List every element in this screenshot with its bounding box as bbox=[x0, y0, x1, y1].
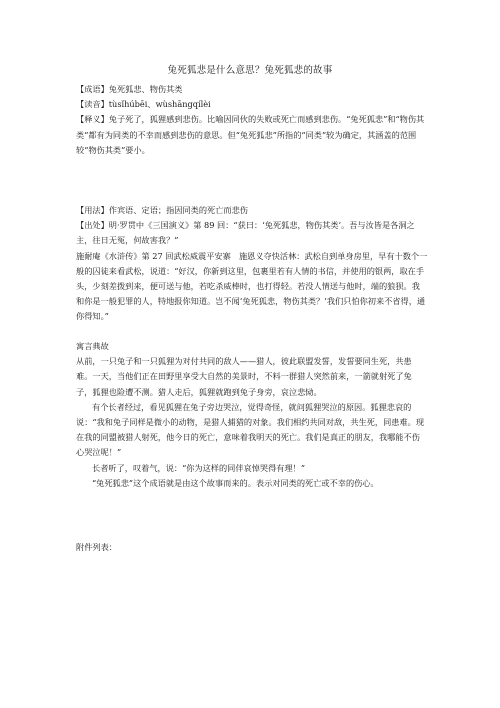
source-entry: 【出处】明·罗贯中《三国演义》第 89 回：“获曰：‘兔死狐悲，物伤其类’。吾与汝皆是各洞之主，往日无冤，何故害我？” bbox=[76, 220, 415, 246]
usage-entry: 【用法】作宾语、定语；指因同类的死亡而悲伤 bbox=[76, 205, 248, 215]
fable-heading: 寓言典故 bbox=[76, 341, 109, 351]
pronunciation-entry: 【读音】tùsǐhúbēi、wùshāngqílèi bbox=[76, 99, 211, 110]
fable-section bbox=[76, 339, 428, 491]
fable-paragraph: 长者听了，叹着气，说：“你为这样的同伴哀悼哭得有理！” bbox=[92, 462, 306, 473]
attachment-section bbox=[76, 540, 428, 555]
page-title: 兔死狐悲是什么意思？兔死狐悲的故事 bbox=[167, 65, 333, 76]
fable-paragraph: “兔死狐悲”这个成语就是由这个故事而来的。表示对同类的死亡或不幸的伤心。 bbox=[92, 477, 379, 488]
fable-paragraph: 有个长者经过，看见狐狸在兔子旁边哭泣，觉得奇怪，就问狐狸哭泣的原因。狐狸悲哀的说：“我和兔子同样是微小的动物，是猎人捕猎的对象。我们相约共同对敌，共生死，同患难。现在我的同盟被猎人射死，他今日的死亡，意味着我明天的死亡。我们是真正的朋友，我哪能不伤心哭泣呢！” bbox=[76, 401, 425, 458]
definition-section bbox=[76, 82, 428, 158]
usage-section bbox=[76, 203, 428, 325]
fable-paragraph: 从前，一只兔子和一只狐狸为对付共同的敌人——猎人，彼此联盟发誓，发誓要同生死，共患难。一天，当他们正在田野里享受大自然的美景时，不料一群猎人突然前来，一箭就射死了兔子，狐狸也险遭不测。猎人走后，狐狸就跑到兔子身旁，哀泣悲恸。 bbox=[76, 356, 412, 397]
idiom-entry: 【成语】兔死狐悲、物伤其类 bbox=[76, 84, 183, 94]
meaning-entry: 【释义】兔子死了，狐狸感到悲伤。比喻因同伙的失败或死亡而感到悲伤。“兔死狐悲”和“物伤其类”都有为同类的不幸而感到悲伤的意思。但“兔死狐悲”所指的“同类”较为确定，其涵盖的范围较“物伤其类”要小。 bbox=[76, 114, 425, 155]
shuihu-quote: 施耐庵《水浒传》第 27 回武松威震平安寨 施恩义夺快活林：武松自到单身房里，早有十数个一般的囚徒来看武松，说道：“好汉，你新到这里，包裹里若有人情的书信，并使用的银两，取在手头，少刻差拨到来，便可送与他，若吃杀威棒时，也打得轻。若没人情送与他时，端的狼狈。我和你是一般犯罪的人，特地报你知道。岂不闻‘兔死狐悲，物伤其类？’我们只怕你初来不省得，通你得知。” bbox=[76, 250, 428, 322]
attachment-label: 附件列表： bbox=[76, 542, 117, 552]
